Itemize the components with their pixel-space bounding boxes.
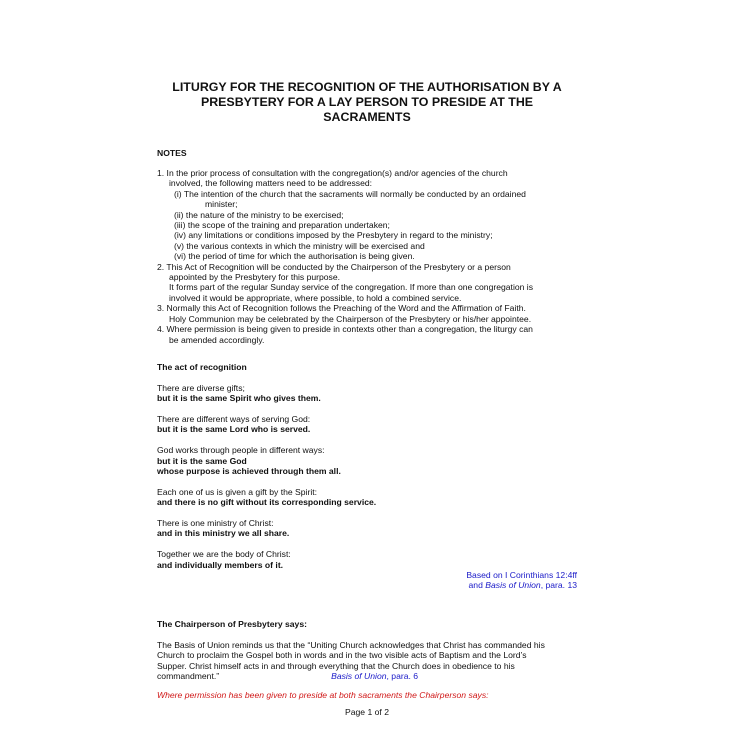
note-1-sub-5: (v) the various contexts in which the ministry will be exercised and	[174, 240, 425, 251]
note-1-sub-6: (vi) the period of time for which the authorisation is being given.	[174, 251, 415, 262]
response-line-5: and in this ministry we all share.	[157, 528, 290, 539]
note-1-sub-2: (ii) the nature of the ministry to be exercised;	[174, 209, 344, 220]
recognition-section	[157, 362, 577, 591]
note-2-line-a: 2. This Act of Recognition will be conducted by the Chairperson of the Presbytery or a person	[157, 261, 511, 272]
chair-para-line-3: Supper. Christ himself acts in and through everything that the Church does in obedience to his	[157, 660, 515, 671]
note-1-sub-3: (iii) the scope of the training and preparation undertaken;	[174, 220, 390, 231]
chairperson-section	[157, 619, 577, 701]
response-line-3a: but it is the same God	[157, 455, 247, 466]
response-line-1: but it is the same Spirit who gives them.	[157, 393, 321, 404]
title-line-1: LITURGY FOR THE RECOGNITION OF THE AUTHORISATION BY A	[172, 80, 562, 94]
response-line-4: and there is no gift without its corresponding service.	[157, 497, 377, 508]
leader-line-3: God works through people in different ways:	[157, 445, 325, 456]
scripture-reference	[157, 570, 577, 591]
response-line-6: and individually members of it.	[157, 559, 284, 570]
page-number: Page 1 of 2	[345, 707, 389, 717]
chair-para-line-4: commandment.” Basis of Union, para. 6	[157, 671, 419, 682]
reference-line-1: Based on I Corinthians 12:4ff	[466, 570, 577, 581]
notes-list	[157, 168, 577, 345]
recognition-heading: The act of recognition	[157, 362, 247, 372]
note-1-sub-1-a: (i) The intention of the church that the sacraments will normally be conducted by an ordained	[174, 188, 526, 199]
leader-line-2: There are different ways of serving God:	[157, 414, 311, 424]
leader-line-6: Together we are the body of Christ:	[157, 549, 291, 560]
note-2-line-c: It forms part of the regular Sunday service of the congregation. If more than one congregation is	[169, 282, 534, 293]
response-line-3b: whose purpose is achieved through them all.	[157, 466, 341, 477]
note-4-line-b: be amended accordingly.	[169, 334, 265, 345]
page-title	[150, 80, 584, 125]
note-2-line-d: involved it would be appropriate, where possible, to hold a combined service.	[169, 292, 462, 303]
leader-line-1: There are diverse gifts;	[157, 382, 245, 393]
chair-para-line-1: The Basis of Union reminds us that the “Uniting Church acknowledges that Christ has commanded his	[157, 639, 545, 650]
notes-heading	[157, 148, 577, 158]
note-4-line-a: 4. Where permission is being given to preside in contexts other than a congregation, the liturgy can	[157, 324, 533, 335]
reference-line-2: and Basis of Union, para. 13	[468, 580, 577, 591]
chairperson-heading: The Chairperson of Presbytery says:	[157, 619, 307, 629]
note-2-line-b: appointed by the Presbytery for this purpose.	[169, 272, 341, 283]
title-line-2: PRESBYTERY FOR A LAY PERSON TO PRESIDE AT THE	[200, 95, 534, 109]
leader-line-4: Each one of us is given a gift by the Spirit:	[157, 486, 318, 497]
leader-line-5: There is one ministry of Christ:	[157, 518, 274, 529]
rubric-text: Where permission has been given to preside at both sacraments the Chairperson says:	[157, 690, 489, 701]
note-1-line-b: involved, the following matters need to be addressed:	[169, 178, 373, 189]
notes-heading-text: NOTES	[157, 148, 187, 158]
response-line-2: but it is the same Lord who is served.	[157, 424, 311, 435]
note-1-sub-1-b: minister;	[205, 199, 238, 210]
chair-para-line-2: Church to proclaim the Gospel both in words and in the two visible acts of Baptism and the Lord’s	[157, 650, 527, 661]
note-3-line-a: 3. Normally this Act of Recognition follows the Preaching of the Word and the Affirmation of Faith.	[157, 303, 526, 314]
title-line-3: SACRAMENTS	[323, 110, 411, 124]
note-1-line-a: 1. In the prior process of consultation with the congregation(s) and/or agencies of the church	[157, 168, 508, 178]
note-1-sub-4: (iv) any limitations or conditions imposed by the Presbytery in regard to the ministry;	[174, 230, 493, 241]
note-3-line-b: Holy Communion may be celebrated by the Chairperson of the Presbytery or his/her appointee.	[169, 313, 532, 324]
